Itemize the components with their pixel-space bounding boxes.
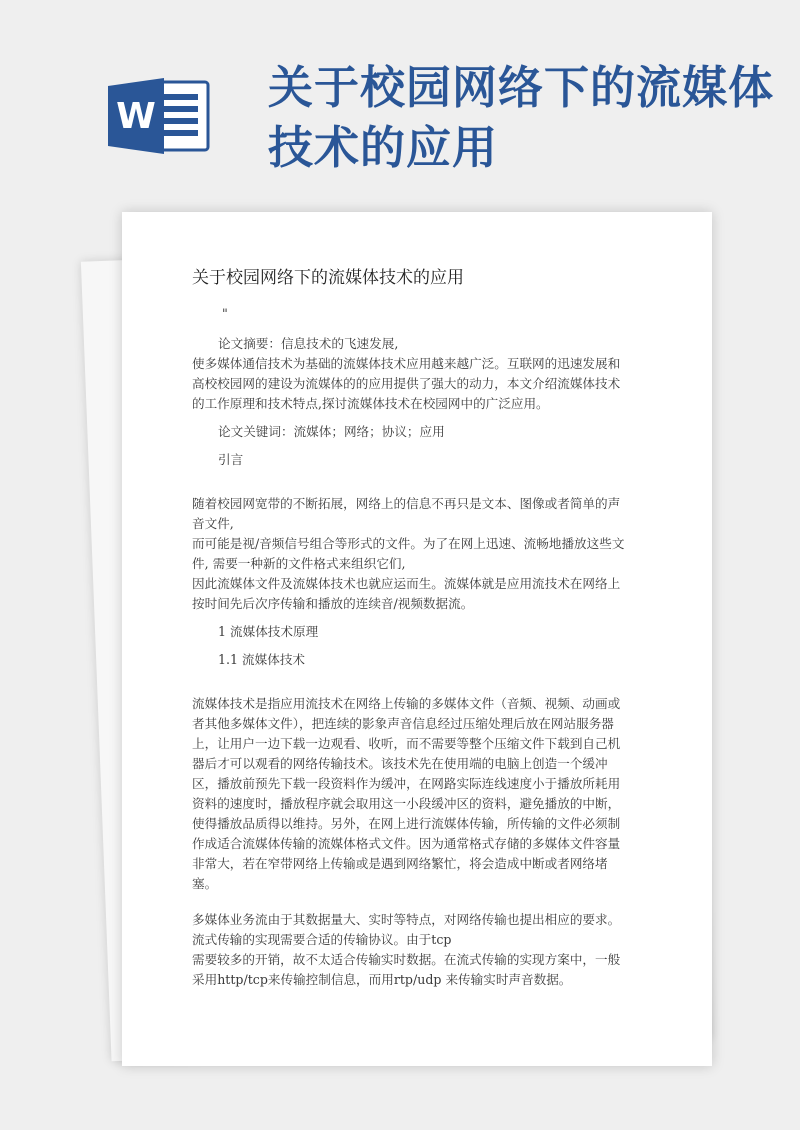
keywords: 论文关键词：流媒体；网络；协议；应用 (218, 424, 445, 439)
quote-mark: " (222, 306, 228, 321)
intro-heading: 引言 (218, 452, 244, 467)
logo-letter: W (116, 96, 156, 137)
body-paragraph-2-line-2: 需要较多的开销，故不太适合传输实时数据。在流式传输的实现方案中，一般采用http/tcp来传输控制信息，而用rtp/udp 来传输实时声音数据。 (192, 952, 621, 987)
word-document-icon (108, 78, 212, 154)
document-content (192, 268, 632, 990)
section-heading-1-1: 1.1 流媒体技术 (218, 652, 306, 667)
intro-line-3: 因此流媒体文件及流媒体技术也就应运而生。流媒体就是应用流技术在网络上按时间先后次序传输和播放的连续音/视频数据流。 (192, 576, 621, 611)
banner-title: 关于校园网络下的流媒体技术的应用 (268, 61, 775, 174)
document-title: 关于校园网络下的流媒体技术的应用 (192, 268, 464, 288)
intro-line-2: 而可能是视/音频信号组合等形式的文件。为了在网上迅速、流畅地播放这些文件, 需要一种新的文件格式来组织它们, (192, 536, 625, 571)
body-paragraph-1: 流媒体技术是指应用流技术在网络上传输的多媒体文件（音频、视频、动画或者其他多媒体文件），把连续的影象声音信息经过压缩处理后放在网站服务器上，让用户一边下载一边观看、收听，而不需要等整个压缩文件下载到自己机器后才可以观看的网络传输技术。该技术先在使用端的电脑上创造一个缓冲区，播放前预先下载一段资料作为缓冲，在网路实际连线速度小于播放所耗用资料的速度时，播放程序就会取用这一小段缓冲区的资料，避免播放的中断，使得播放品质得以维持。另外，在网上进行流媒体传输，所传输的文件必须制作成适合流媒体传输的流媒体格式文件。因为通常格式存储的多媒体文件容量非常大，若在窄带网络上传输或是遇到网络繁忙，将会造成中断或者网络堵塞。 (192, 696, 621, 891)
intro-line-1: 随着校园网宽带的不断拓展，网络上的信息不再只是文本、图像或者简单的声音文件, (192, 496, 621, 531)
section-heading-1: 1 流媒体技术原理 (218, 624, 319, 639)
abstract-line-1: 论文摘要：信息技术的飞速发展, (218, 336, 399, 351)
body-paragraph-2-line-1: 多媒体业务流由于其数据量大、实时等特点，对网络传输也提出相应的要求。流式传输的实现需要合适的传输协议。由于tcp (192, 912, 621, 947)
abstract-line-2: 使多媒体通信技术为基础的流媒体技术应用越来越广泛。互联网的迅速发展和高校校园网的建设为流媒体的的应用提供了强大的动力，本文介绍流媒体技术的工作原理和技术特点,探讨流媒体技术在校园网中的广泛应用。 (192, 356, 621, 411)
